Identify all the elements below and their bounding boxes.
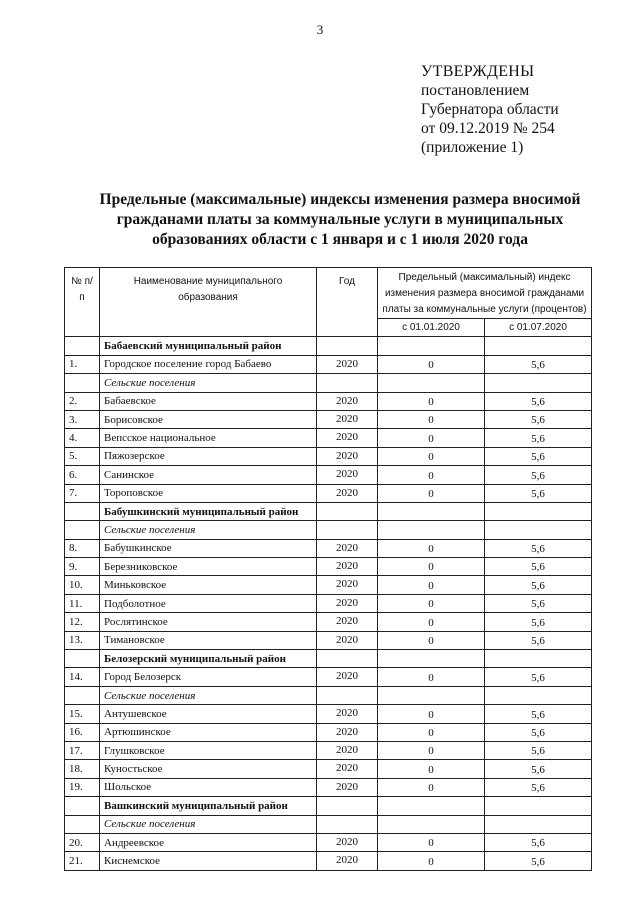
row-v1-empty xyxy=(378,502,485,520)
header-number: № п/п xyxy=(65,268,100,337)
row-year-empty xyxy=(317,502,378,520)
row-index-jul: 5,6 xyxy=(485,410,592,428)
table-row xyxy=(65,355,592,373)
row-index-jan: 0 xyxy=(378,539,485,557)
table-row xyxy=(65,723,592,741)
row-year: 2020 xyxy=(317,613,378,631)
row-number: 12. xyxy=(65,613,100,631)
row-index-jan: 0 xyxy=(378,484,485,502)
row-number: 6. xyxy=(65,466,100,484)
row-index-jan: 0 xyxy=(378,778,485,796)
row-municipality: Город Белозерск xyxy=(100,668,317,686)
row-municipality: Борисовское xyxy=(100,410,317,428)
title-line: гражданами платы за коммунальные услуги в муниципальных xyxy=(116,211,564,228)
district-row xyxy=(65,502,592,520)
subsection-row xyxy=(65,374,592,392)
row-index-jul: 5,6 xyxy=(485,355,592,373)
row-v2-empty xyxy=(485,337,592,355)
row-index-jan: 0 xyxy=(378,392,485,410)
table-row xyxy=(65,447,592,465)
header-date-jan: с 01.01.2020 xyxy=(378,319,485,337)
row-year: 2020 xyxy=(317,741,378,759)
row-number-empty xyxy=(65,521,100,539)
row-year: 2020 xyxy=(317,558,378,576)
row-index-jul: 5,6 xyxy=(485,668,592,686)
row-number: 5. xyxy=(65,447,100,465)
row-year: 2020 xyxy=(317,594,378,612)
row-index-jul: 5,6 xyxy=(485,631,592,649)
table-row xyxy=(65,668,592,686)
row-municipality: Бабаевское xyxy=(100,392,317,410)
approval-stamp xyxy=(421,62,559,157)
row-year: 2020 xyxy=(317,576,378,594)
index-table xyxy=(64,267,592,871)
subsection-row xyxy=(65,521,592,539)
table-row xyxy=(65,833,592,851)
row-municipality: Андреевское xyxy=(100,833,317,851)
row-index-jan: 0 xyxy=(378,594,485,612)
district-name: Белозерский муниципальный район xyxy=(100,650,317,668)
row-municipality: Глушковское xyxy=(100,741,317,759)
row-year: 2020 xyxy=(317,484,378,502)
row-index-jul: 5,6 xyxy=(485,466,592,484)
row-v2-empty xyxy=(485,797,592,815)
row-year: 2020 xyxy=(317,429,378,447)
row-municipality: Бабушкинское xyxy=(100,539,317,557)
row-year: 2020 xyxy=(317,355,378,373)
row-index-jul: 5,6 xyxy=(485,539,592,557)
row-number-empty xyxy=(65,502,100,520)
district-name: Бабушкинский муниципальный район xyxy=(100,502,317,520)
row-municipality: Подболотное xyxy=(100,594,317,612)
row-v1-empty xyxy=(378,650,485,668)
row-index-jul: 5,6 xyxy=(485,613,592,631)
row-year: 2020 xyxy=(317,760,378,778)
row-number: 17. xyxy=(65,741,100,759)
row-year-empty xyxy=(317,374,378,392)
table-row xyxy=(65,392,592,410)
row-v2-empty xyxy=(485,686,592,704)
row-number: 8. xyxy=(65,539,100,557)
row-index-jul: 5,6 xyxy=(485,705,592,723)
row-number: 2. xyxy=(65,392,100,410)
row-number: 21. xyxy=(65,852,100,870)
row-v1-empty xyxy=(378,797,485,815)
document-title xyxy=(60,190,620,250)
row-index-jan: 0 xyxy=(378,760,485,778)
approval-line: постановлением xyxy=(421,82,530,99)
header-year: Год xyxy=(317,268,378,337)
row-v2-empty xyxy=(485,650,592,668)
row-number: 7. xyxy=(65,484,100,502)
row-number: 1. xyxy=(65,355,100,373)
row-index-jul: 5,6 xyxy=(485,723,592,741)
row-number: 16. xyxy=(65,723,100,741)
district-row xyxy=(65,797,592,815)
row-year: 2020 xyxy=(317,539,378,557)
row-index-jan: 0 xyxy=(378,576,485,594)
row-v2-empty xyxy=(485,502,592,520)
district-name: Бабаевский муниципальный район xyxy=(100,337,317,355)
table-row xyxy=(65,539,592,557)
row-number-empty xyxy=(65,815,100,833)
row-number: 20. xyxy=(65,833,100,851)
table-body xyxy=(65,337,592,870)
table-row xyxy=(65,631,592,649)
row-index-jul: 5,6 xyxy=(485,852,592,870)
row-index-jan: 0 xyxy=(378,631,485,649)
row-year: 2020 xyxy=(317,631,378,649)
row-municipality: Куностьское xyxy=(100,760,317,778)
row-number: 11. xyxy=(65,594,100,612)
row-municipality: Артюшинское xyxy=(100,723,317,741)
approval-line: Губернатора области xyxy=(421,101,559,118)
approval-line: от 09.12.2019 № 254 xyxy=(421,120,555,137)
title-line: образованиях области с 1 января и с 1 июля 2020 года xyxy=(152,231,528,248)
row-year: 2020 xyxy=(317,668,378,686)
row-number: 14. xyxy=(65,668,100,686)
row-municipality: Антушевское xyxy=(100,705,317,723)
row-number: 4. xyxy=(65,429,100,447)
row-number: 19. xyxy=(65,778,100,796)
row-index-jan: 0 xyxy=(378,355,485,373)
row-year: 2020 xyxy=(317,852,378,870)
row-v2-empty xyxy=(485,815,592,833)
row-number-empty xyxy=(65,650,100,668)
page-number: 3 xyxy=(316,22,324,37)
row-year: 2020 xyxy=(317,466,378,484)
row-year-empty xyxy=(317,337,378,355)
approval-line: (приложение 1) xyxy=(421,139,524,156)
row-number: 9. xyxy=(65,558,100,576)
row-index-jul: 5,6 xyxy=(485,392,592,410)
row-year: 2020 xyxy=(317,392,378,410)
row-year-empty xyxy=(317,686,378,704)
row-index-jan: 0 xyxy=(378,741,485,759)
row-index-jan: 0 xyxy=(378,410,485,428)
row-index-jul: 5,6 xyxy=(485,594,592,612)
header-name: Наименование муниципального образования xyxy=(100,268,317,337)
table-row xyxy=(65,613,592,631)
header-index: Предельный (максимальный) индекс изменения размера вносимой гражданами платы за коммунальные услуги (процентов) xyxy=(378,268,592,319)
district-row xyxy=(65,650,592,668)
row-v1-empty xyxy=(378,337,485,355)
row-index-jul: 5,6 xyxy=(485,760,592,778)
table-row xyxy=(65,576,592,594)
row-year-empty xyxy=(317,521,378,539)
row-number: 3. xyxy=(65,410,100,428)
row-municipality: Миньковское xyxy=(100,576,317,594)
row-index-jul: 5,6 xyxy=(485,484,592,502)
row-index-jul: 5,6 xyxy=(485,778,592,796)
title-line: Предельные (максимальные) индексы изменения размера вносимой xyxy=(99,191,581,208)
table-row xyxy=(65,410,592,428)
row-index-jul: 5,6 xyxy=(485,741,592,759)
row-municipality: Вепсское национальное xyxy=(100,429,317,447)
row-index-jan: 0 xyxy=(378,447,485,465)
subsection-label: Сельские поселения xyxy=(100,815,317,833)
row-index-jan: 0 xyxy=(378,466,485,484)
table-row xyxy=(65,484,592,502)
row-year-empty xyxy=(317,650,378,668)
row-index-jan: 0 xyxy=(378,429,485,447)
table-row xyxy=(65,705,592,723)
table-row xyxy=(65,760,592,778)
row-municipality: Киснемское xyxy=(100,852,317,870)
header-date-jul: с 01.07.2020 xyxy=(485,319,592,337)
district-name: Вашкинский муниципальный район xyxy=(100,797,317,815)
row-municipality: Городское поселение город Бабаево xyxy=(100,355,317,373)
row-index-jul: 5,6 xyxy=(485,558,592,576)
row-number: 15. xyxy=(65,705,100,723)
row-v1-empty xyxy=(378,521,485,539)
row-index-jan: 0 xyxy=(378,852,485,870)
row-number-empty xyxy=(65,337,100,355)
approval-heading: УТВЕРЖДЕНЫ xyxy=(421,63,535,80)
row-municipality: Шольское xyxy=(100,778,317,796)
row-index-jan: 0 xyxy=(378,558,485,576)
table-row xyxy=(65,778,592,796)
row-index-jan: 0 xyxy=(378,833,485,851)
row-v1-empty xyxy=(378,686,485,704)
row-year-empty xyxy=(317,815,378,833)
subsection-label: Сельские поселения xyxy=(100,686,317,704)
row-index-jul: 5,6 xyxy=(485,447,592,465)
table-row xyxy=(65,466,592,484)
row-year: 2020 xyxy=(317,778,378,796)
row-municipality: Тороповское xyxy=(100,484,317,502)
table-row xyxy=(65,852,592,870)
table-row xyxy=(65,594,592,612)
row-index-jan: 0 xyxy=(378,705,485,723)
table-row xyxy=(65,741,592,759)
row-v1-empty xyxy=(378,815,485,833)
row-municipality: Березниковское xyxy=(100,558,317,576)
subsection-row xyxy=(65,686,592,704)
row-index-jan: 0 xyxy=(378,723,485,741)
row-municipality: Тимановское xyxy=(100,631,317,649)
row-number: 13. xyxy=(65,631,100,649)
row-year: 2020 xyxy=(317,723,378,741)
table-row xyxy=(65,429,592,447)
row-index-jul: 5,6 xyxy=(485,576,592,594)
row-municipality: Санинское xyxy=(100,466,317,484)
row-number-empty xyxy=(65,686,100,704)
subsection-row xyxy=(65,815,592,833)
row-year-empty xyxy=(317,797,378,815)
row-year: 2020 xyxy=(317,833,378,851)
subsection-label: Сельские поселения xyxy=(100,374,317,392)
row-index-jan: 0 xyxy=(378,613,485,631)
table-row xyxy=(65,558,592,576)
row-year: 2020 xyxy=(317,705,378,723)
row-index-jan: 0 xyxy=(378,668,485,686)
row-v1-empty xyxy=(378,374,485,392)
row-municipality: Рослятинское xyxy=(100,613,317,631)
row-v2-empty xyxy=(485,374,592,392)
row-index-jul: 5,6 xyxy=(485,429,592,447)
row-number: 18. xyxy=(65,760,100,778)
row-v2-empty xyxy=(485,521,592,539)
row-year: 2020 xyxy=(317,410,378,428)
subsection-label: Сельские поселения xyxy=(100,521,317,539)
district-row xyxy=(65,337,592,355)
row-number-empty xyxy=(65,374,100,392)
row-number: 10. xyxy=(65,576,100,594)
row-index-jul: 5,6 xyxy=(485,833,592,851)
row-year: 2020 xyxy=(317,447,378,465)
row-municipality: Пяжозерское xyxy=(100,447,317,465)
row-number-empty xyxy=(65,797,100,815)
